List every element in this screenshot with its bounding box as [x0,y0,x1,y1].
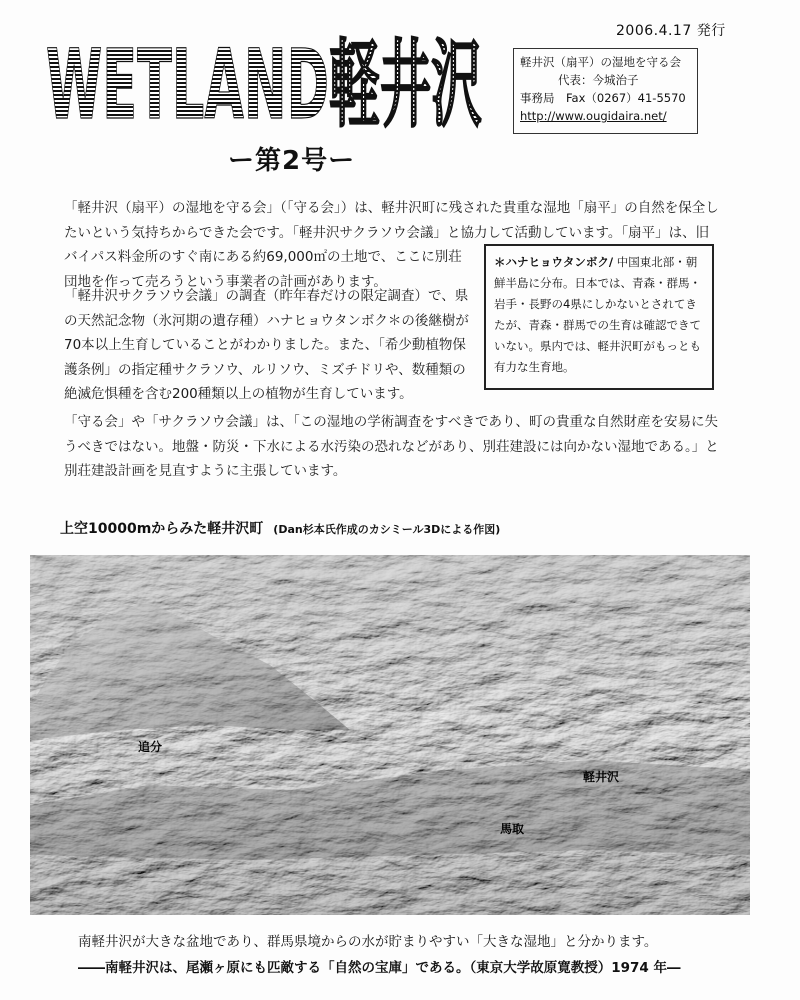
figure-summary: 南軽井沢が大きな盆地であり、群馬県境からの水が貯まりやすい「大きな湿地」と分かります。 [78,934,658,950]
organization-box [513,48,698,134]
footnote-text: 中国東北部・朝鮮半島に分布。日本では、青森・群馬・岩手・長野の4県にしかないとされてきたが、青森・群馬での生育は確認できていない。県内では、軽井沢町がもっとも有力な生育地。 [494,255,701,374]
article-paragraph-1: 「軽井沢（扇平）の湿地を守る会」（「守る会」）は、軽井沢町に残された貴重な湿地「扇平」の自然を保全したいという気持ちからできた会です。「軽井沢サクラソウ会議」と協力して活動しています。「扇平」は、旧 [64,200,719,241]
representative: 代表：今城治子 [558,73,639,87]
office-fax: 事務局 Fax（0267）41-5570 [520,91,686,105]
website-link[interactable]: http://www.ougidaira.net/ [520,109,667,123]
terrain-rendering [30,555,750,915]
issue-date: 2006.4.17 発行 [616,23,726,39]
footnote-term: ＊ハナヒョウタンボク/ [494,255,614,269]
figure-credit: (Dan杉本氏作成のカシミール3Dによる作図) [273,523,501,536]
organization-name: 軽井沢（扇平）の湿地を守る会 [520,55,681,69]
article-paragraph-3: 「守る会」や「サクラソウ会議」は、「この湿地の学術調査をすべきであり、町の貴重な自然財産を安易に失うべきではない。地盤・防災・下水による水汚染の恐れなどがあり、別荘建設には向かない湿地である。」と別荘建設計画を見直すように主張しています。 [64,414,719,479]
article-paragraph-2: 「軽井沢サクラソウ会議」の調査（昨年春だけの限定調査）で、県の天然記念物（氷河期の遺存種）ハナヒョウタンボク＊の後継樹が70本以上生育していることがわかりました。また、「希少動植物保護条例」の指定種サクラソウ、ルリソウ、ミズチドリや、数種類の絶滅危惧種を含む200種類以上の植物が生育しています。 [64,288,469,402]
place-label-oiwake: 追分 [138,740,163,754]
quotation-line: ――南軽井沢は、尾瀬ヶ原にも匹敵する「自然の宝庫」である。（東京大学故原寛教授）1974 年― [78,960,681,976]
masthead-title-text: WETLAND軽井沢 [46,29,482,135]
place-label-matori: 馬取 [500,822,525,836]
place-label-karuizawa: 軽井沢 [583,770,620,784]
aerial-terrain-image [30,555,750,915]
footnote-box [484,244,714,390]
masthead-title [40,10,490,135]
issue-number: ー第2号ー [228,146,356,176]
article-paragraph-1-continued: バイパス料金所のすぐ南にある約69,000㎡の土地で、ここに別荘団地を作って売ろうという事業者の計画があります。 [64,249,462,290]
figure-caption-title: 上空10000mからみた軽井沢町 [60,521,264,537]
masthead-logo [40,10,490,135]
figure-caption [60,518,500,538]
